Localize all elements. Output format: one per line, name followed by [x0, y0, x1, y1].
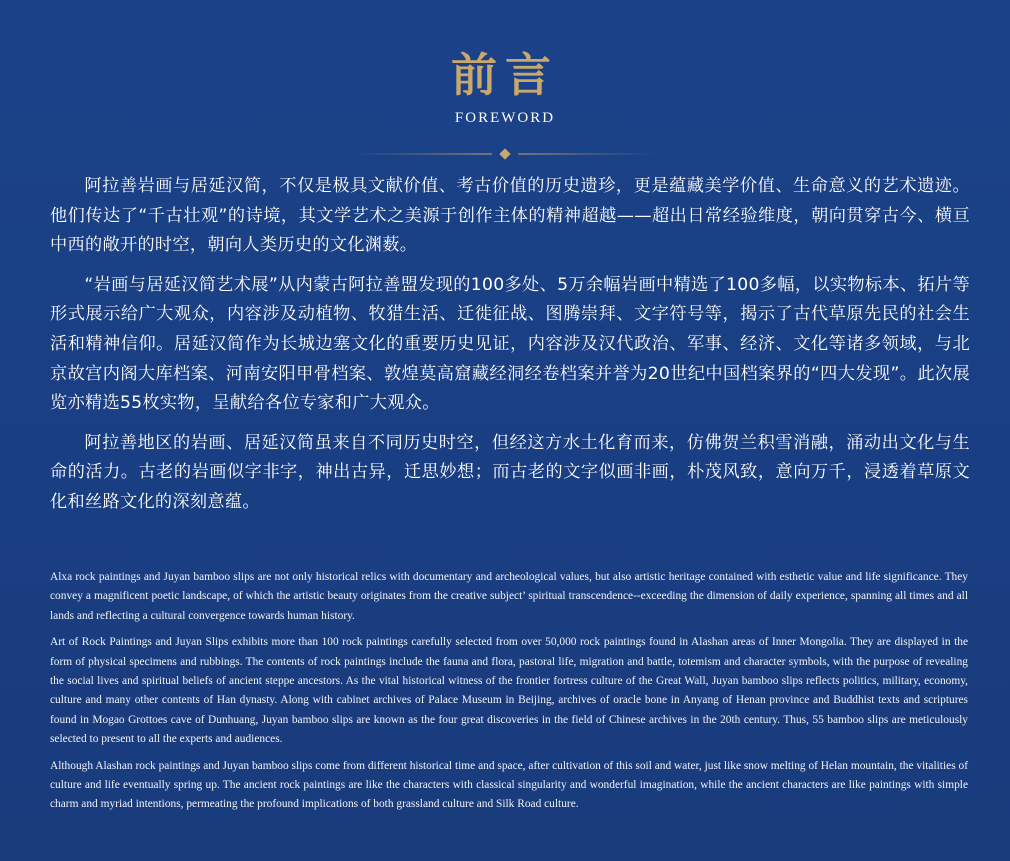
en-paragraph-1: Alxa rock paintings and Juyan bamboo slips are not only historical relics with documentary and archeological values, but also artistic heritage contained with esthetic value and life significance. They convey a magnificent poetic landscape, of which the artistic beauty originates from the creative subject’ spiritual transcendence--exceeding the dimension of daily experience, spanning all times and all lands and reflecting a cultural convergence towards human history.	[50, 571, 968, 622]
divider-diamond-icon	[499, 148, 510, 159]
en-paragraph-2: Art of Rock Paintings and Juyan Slips exhibits more than 100 rock paintings carefully selected from over 50,000 rock paintings found in Alashan areas of Inner Mongolia. They are displayed in the form of physical specimens and rubbings. The contents of rock paintings include the fauna and flora, pastoral life, migration and battle, totemism and character symbols, with the purpose of revealing the social lives and spiritual beliefs of ancient steppe ancestors. As the vital historical witness of the frontier fortress culture of the Great Wall, Juyan bamboo slips reflects politics, military, economy, culture and many other contents of Han dynasty. Along with cabinet archives of Palace Museum in Beijing, archives of oracle bone in Anyang of Henan province and Buddhist texts and scriptures found in Mogao Grottoes cave of Dunhuang, Juyan bamboo slips are known as the four great discoveries in the field of Chinese archives in the 20th century. Thus, 55 bamboo slips are meticulously selected to present to all the experts and audiences.	[50, 636, 968, 746]
ornamental-divider	[352, 147, 658, 161]
zh-paragraph-3: 阿拉善地区的岩画、居延汉简虽来自不同历史时空，但经这方水土化育而来，仿佛贺兰积雪消融，涌动出文化与生命的活力。古老的岩画似字非字，神出古异，迁思妙想；而古老的文字似画非画，朴茂风致，意向万千，浸透着草原文化和丝路文化的深刻意蕴。	[50, 432, 970, 512]
divider-right-line	[518, 154, 658, 155]
english-text-section	[50, 568, 968, 822]
page-subtitle: FOREWORD	[454, 110, 556, 126]
zh-paragraph-1: 阿拉善岩画与居延汉简，不仅是极具文献价值、考古价值的历史遗珍，更是蕴藏美学价值、生命意义的艺术遗迹。他们传达了“千古壮观”的诗境，其文学艺术之美源于创作主体的精神超越——超出日常经验维度，朝向贯穿古今、横亘中西的敞开的时空，朝向人类历史的文化渊薮。	[50, 176, 970, 256]
zh-paragraph-2: “岩画与居延汉简艺术展”从内蒙古阿拉善盟发现的100多处、5万余幅岩画中精选了100多幅，以实物标本、拓片等形式展示给广大观众，内容涉及动植物、牧猎生活、迁徙征战、图腾崇拜、文字符号等，揭示了古代草原先民的社会生活和精神信仰。居延汉简作为长城边塞文化的重要历史见证，内容涉及汉代政治、军事、经济、文化等诸多领域，与北京故宫内阁大库档案、河南安阳甲骨档案、敦煌莫高窟藏经洞经卷档案并誉为20世纪中国档案界的“四大发现”。此次展览亦精选55枚实物，呈献给各位专家和广大观众。	[50, 274, 970, 414]
chinese-text-section	[50, 172, 970, 528]
divider-left-line	[352, 154, 492, 155]
page-title: 前言	[451, 48, 559, 102]
en-paragraph-3: Although Alashan rock paintings and Juyan bamboo slips come from different historical time and space, after cultivation of this soil and water, just like snow melting of Helan mountain, the vitalities of culture and life eventually spring up. The ancient rock paintings are like the characters with classical singularity and wonderful imagination, while the ancient characters are like paintings with simple charm and myriad intentions, permeating the profound implications of both grassland culture and Silk Road culture.	[50, 759, 968, 811]
